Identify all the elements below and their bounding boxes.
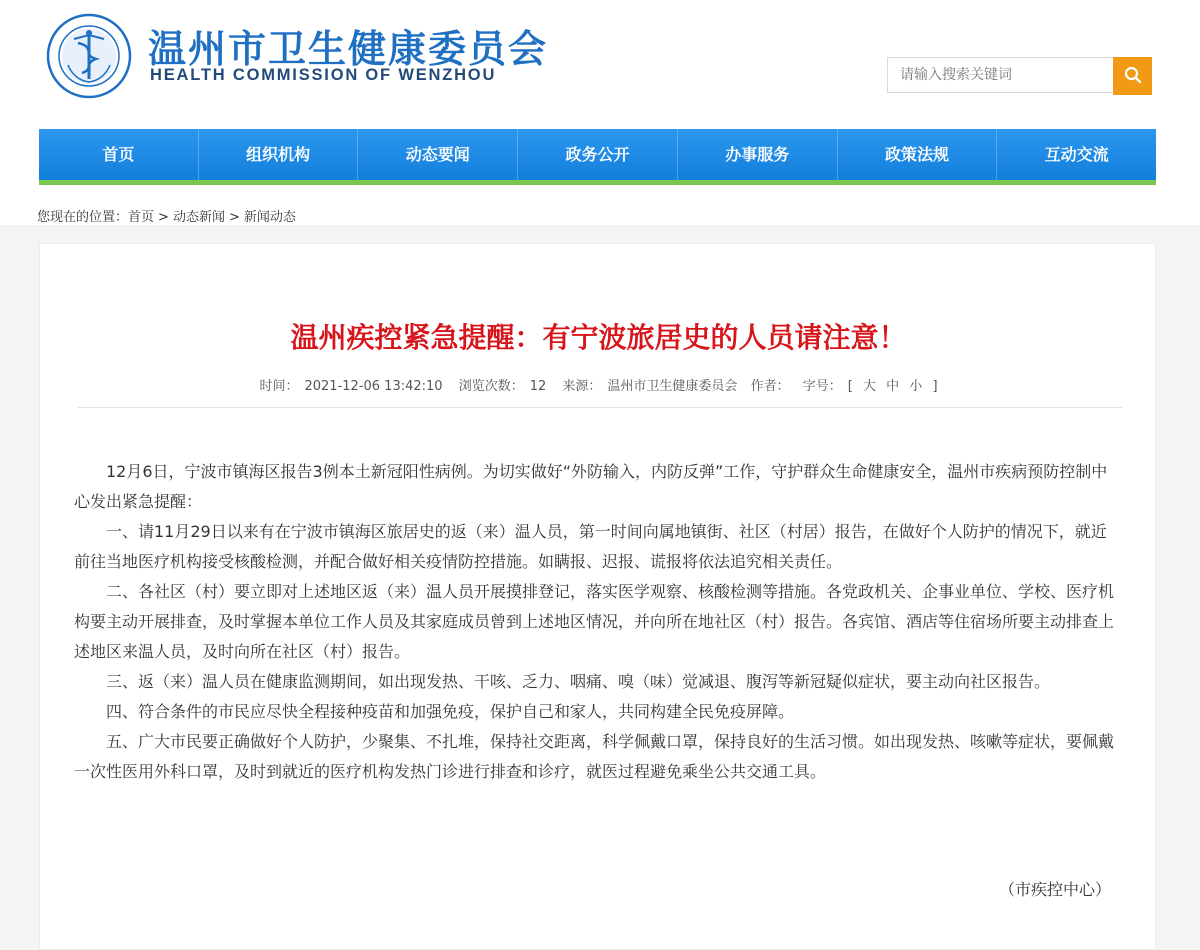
site-header bbox=[0, 0, 1200, 120]
breadcrumb-news-link[interactable]: 动态新闻 bbox=[172, 210, 225, 225]
search-icon bbox=[1124, 66, 1142, 87]
meta-fontsize bbox=[800, 379, 941, 394]
site-title-chinese: 温州市卫生健康委员会 bbox=[148, 26, 549, 71]
fontsize-bracket-open: [ bbox=[847, 379, 853, 394]
article-meta bbox=[40, 375, 1157, 394]
meta-time bbox=[256, 379, 445, 394]
meta-fontsize-label: 字号： bbox=[802, 379, 842, 394]
fontsize-medium-button[interactable]: 中 bbox=[886, 379, 900, 394]
fontsize-small-button[interactable]: 小 bbox=[909, 379, 923, 394]
meta-views bbox=[456, 379, 550, 394]
article-paragraph: 三、返（来）温人员在健康监测期间，如出现发热、干咳、乏力、咽痛、嗅（味）觉减退、腹泻等新冠疑似症状，要主动向社区报告。 bbox=[106, 672, 1051, 691]
nav-accent-bar bbox=[39, 180, 1156, 185]
nav-item-policies[interactable]: 政策法规 bbox=[838, 129, 998, 180]
breadcrumb-current[interactable]: 新闻动态 bbox=[243, 210, 296, 225]
article-paragraph: 四、符合条件的市民应尽快全程接种疫苗和加强免疫，保护自己和家人，共同构建全民免疫屏障。 bbox=[106, 702, 795, 721]
meta-time-label: 时间： bbox=[259, 379, 299, 394]
search-input[interactable] bbox=[887, 57, 1113, 93]
breadcrumb-separator: > bbox=[228, 210, 240, 225]
fontsize-large-button[interactable]: 大 bbox=[862, 379, 876, 394]
article-title: 温州疾控紧急提醒：有宁波旅居史的人员请注意！ bbox=[290, 321, 907, 354]
article-paragraph: 二、各社区（村）要立即对上述地区返（来）温人员开展摸排登记，落实医学观察、核酸检测等措施。各党政机关、企事业单位、学校、医疗机构要主动开展排查，及时掌握本单位工作人员及其家庭成员曾到上述地区情况，并向所在地社区（村）报告。各宾馆、酒店等住宿场所要主动排查上述地区来温人员，及时向所在社区（村）报告。 bbox=[74, 582, 1115, 661]
breadcrumb-prefix: 您现在的位置： bbox=[37, 210, 129, 225]
nav-item-home[interactable]: 首页 bbox=[39, 129, 199, 180]
meta-views-label: 浏览次数： bbox=[458, 379, 524, 394]
breadcrumb-home-link[interactable]: 首页 bbox=[128, 210, 155, 225]
article-source-note: （市疾控中心） bbox=[998, 880, 1111, 899]
meta-views-value: 12 bbox=[529, 379, 547, 394]
fontsize-bracket-close: ] bbox=[932, 379, 938, 394]
nav-item-services[interactable]: 办事服务 bbox=[678, 129, 838, 180]
article-paragraph: 一、请11月29日以来有在宁波市镇海区旅居史的返（来）温人员，第一时间向属地镇街、社区（村居）报告，在做好个人防护的情况下，就近前往当地医疗机构接受核酸检测，并配合做好相关疫情防控措施。如瞒报、迟报、谎报将依法追究相关责任。 bbox=[74, 522, 1107, 571]
search-button[interactable] bbox=[1113, 57, 1152, 95]
meta-author: 作者： bbox=[750, 379, 790, 394]
health-commission-emblem-icon[interactable] bbox=[46, 13, 132, 99]
meta-source-value: 温州市卫生健康委员会 bbox=[607, 379, 738, 394]
nav-item-news[interactable]: 动态要闻 bbox=[358, 129, 518, 180]
meta-time-value: 2021-12-06 13:42:10 bbox=[304, 379, 443, 394]
breadcrumb bbox=[37, 206, 296, 225]
meta-divider bbox=[78, 407, 1122, 408]
meta-source-label: 来源： bbox=[562, 379, 602, 394]
main-nav bbox=[39, 129, 1156, 180]
article-paragraph: 12月6日，宁波市镇海区报告3例本土新冠阳性病例。为切实做好“外防输入，内防反弹”工作，守护群众生命健康安全，温州市疾病预防控制中心发出紧急提醒： bbox=[74, 462, 1108, 511]
breadcrumb-separator: > bbox=[158, 210, 169, 225]
site-title-english: HEALTH COMMISSION OF WENZHOU bbox=[150, 66, 497, 84]
meta-source bbox=[559, 379, 740, 394]
article-body bbox=[74, 457, 1120, 787]
nav-item-interaction[interactable]: 互动交流 bbox=[1044, 145, 1109, 164]
article-paragraph: 五、广大市民要正确做好个人防护，少聚集、不扎堆，保持社交距离，科学佩戴口罩，保持良好的生活习惯。如出现发热、咳嗽等症状，要佩戴一次性医用外科口罩，及时到就近的医疗机构发热门诊进行排查和诊疗，就医过程避免乘坐公共交通工具。 bbox=[74, 732, 1115, 781]
nav-item-organization[interactable]: 组织机构 bbox=[199, 129, 359, 180]
nav-item-government-affairs[interactable]: 政务公开 bbox=[518, 129, 678, 180]
article-panel bbox=[39, 243, 1156, 950]
